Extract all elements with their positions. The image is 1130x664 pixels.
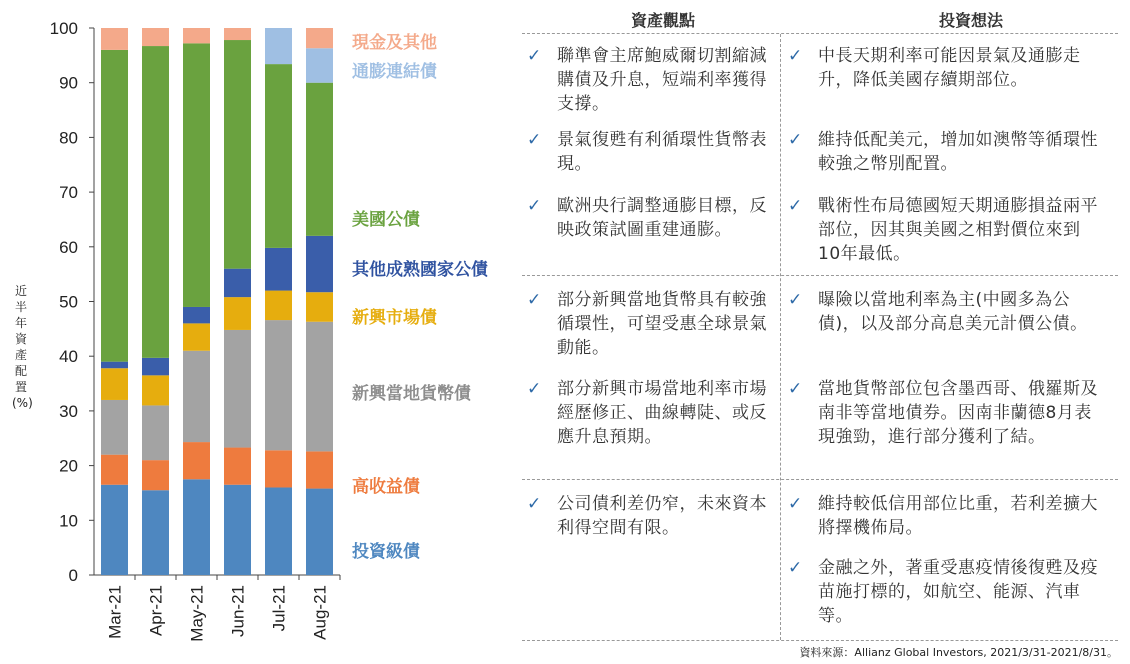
- y-tick-label: 40: [59, 347, 78, 367]
- bar-segment: [183, 43, 210, 307]
- y-axis-label-char: (%): [12, 396, 33, 410]
- table-divider: [522, 479, 1118, 480]
- legend-cash-other: 現金及其他: [352, 33, 437, 53]
- check-icon: ✓: [788, 196, 803, 216]
- bar-segment: [224, 269, 251, 297]
- bar-segment: [306, 28, 333, 48]
- bar-segment: [142, 490, 169, 575]
- bar-segment: [265, 487, 292, 575]
- bar-segment: [265, 291, 292, 321]
- idea-text: 維持較低信用部位比重，若利差擴大將擇機佈局。: [818, 494, 1098, 538]
- bar-segment: [224, 448, 251, 485]
- idea-bullet: [788, 44, 1103, 92]
- bar-segment: [101, 400, 128, 455]
- bar-segment: [142, 460, 169, 490]
- view-bullet: [527, 492, 772, 540]
- bar-segment: [265, 28, 292, 64]
- y-axis-label-char: 置: [14, 380, 27, 394]
- y-axis-label-char: 年: [14, 316, 27, 330]
- header-asset-view: 資產觀點: [630, 11, 695, 30]
- view-bullet: [527, 288, 772, 360]
- bar-segment: [265, 450, 292, 487]
- bar-segment: [142, 46, 169, 358]
- check-icon: ✓: [788, 130, 803, 150]
- y-tick-label: 100: [49, 19, 78, 38]
- check-icon: ✓: [527, 46, 542, 66]
- y-axis-label-char: 配: [14, 364, 27, 378]
- bar-segment: [306, 236, 333, 292]
- bar-segment: [265, 64, 292, 248]
- bar-segment: [142, 358, 169, 376]
- check-icon: ✓: [527, 130, 542, 150]
- legend-developed-govt: 其他成熟國家公債: [352, 260, 488, 280]
- view-text: 聯準會主席鮑威爾切割縮減購債及升息，短端利率獲得支撐。: [557, 46, 767, 114]
- y-axis-label-char: 資: [14, 332, 27, 346]
- bar-segment: [101, 455, 128, 485]
- bar-segment: [306, 292, 333, 322]
- check-icon: ✓: [788, 494, 803, 514]
- view-bullet: [527, 377, 772, 449]
- bar-segment: [224, 297, 251, 330]
- legend-em-local-currency: 新興當地貨幣債: [352, 384, 471, 404]
- legend-em-debt: 新興市場債: [352, 308, 437, 328]
- bar-segment: [224, 485, 251, 575]
- y-axis-label-char: 產: [14, 348, 27, 362]
- y-tick-label: 80: [59, 128, 78, 148]
- bar-segment: [306, 83, 333, 236]
- table-divider: [522, 33, 1118, 34]
- y-tick-label: 60: [59, 237, 78, 257]
- bar-segment: [183, 307, 210, 323]
- idea-text: 當地貨幣部位包含墨西哥、俄羅斯及南非等當地債券。因南非蘭德8月表現強勁，進行部分獲利了結。: [818, 379, 1098, 447]
- view-text: 歐洲央行調整通膨目標，反映政策試圖重建通膨。: [557, 196, 767, 240]
- legend-us-treasury: 美國公債: [352, 210, 420, 230]
- y-tick-label: 20: [59, 456, 78, 476]
- y-tick-label: 0: [68, 566, 78, 585]
- x-tick-label: Apr-21: [146, 585, 166, 637]
- y-tick-label: 90: [59, 73, 78, 93]
- stacked-bar-chart: [0, 0, 350, 664]
- header-investment-idea: 投資想法: [938, 11, 1003, 30]
- table-divider: [522, 640, 1118, 641]
- bar-segment: [306, 489, 333, 575]
- bar-segment: [265, 248, 292, 291]
- idea-bullet: [788, 556, 1103, 628]
- check-icon: ✓: [527, 196, 542, 216]
- idea-text: 戰術性布局德國短天期通膨損益兩平部位，因其與美國之相對價位來到10年最低。: [818, 196, 1098, 264]
- bar-segment: [101, 28, 128, 50]
- view-bullet: [527, 44, 772, 116]
- bar-segment: [183, 323, 210, 350]
- legend-investment-grade: 投資級債: [352, 542, 420, 562]
- source-note: 資料來源：Allianz Global Investors, 2021/3/31-2021/8/31。: [799, 646, 1118, 659]
- idea-bullet: [788, 377, 1103, 449]
- x-tick-label: Jul-21: [269, 585, 289, 632]
- table-divider: [522, 275, 1118, 276]
- x-tick-label: Jun-21: [228, 585, 248, 637]
- bar-segment: [224, 28, 251, 40]
- bar-segment: [101, 50, 128, 362]
- bar-segment: [101, 362, 128, 369]
- view-text: 部分新興當地貨幣具有較強循環性，可望受惠全球景氣動能。: [557, 290, 767, 358]
- x-tick-label: Aug-21: [310, 585, 330, 640]
- view-text: 部分新興市場當地利率市場經歷修正、曲線轉陡、或反應升息預期。: [557, 379, 767, 447]
- idea-bullet: [788, 288, 1103, 336]
- check-icon: ✓: [788, 558, 803, 578]
- view-bullet: [527, 128, 772, 176]
- bar-segment: [224, 40, 251, 269]
- bar-segment: [183, 479, 210, 575]
- idea-text: 中長天期利率可能因景氣及通膨走升，降低美國存續期部位。: [818, 46, 1081, 90]
- bar-segment: [101, 485, 128, 575]
- bar-segment: [306, 48, 333, 82]
- y-tick-label: 10: [59, 511, 78, 531]
- x-tick-label: Mar-21: [105, 585, 125, 639]
- bar-segment: [306, 451, 333, 488]
- legend-high-yield: 高收益債: [352, 477, 420, 497]
- y-tick-label: 50: [59, 292, 78, 312]
- idea-bullet: [788, 492, 1103, 540]
- column-divider: [780, 34, 781, 640]
- check-icon: ✓: [527, 379, 542, 399]
- view-bullet: [527, 194, 772, 242]
- legend-inflation-linked: 通膨連結債: [352, 62, 437, 82]
- view-text: 景氣復甦有利循環性貨幣表現。: [557, 130, 767, 174]
- idea-bullet: [788, 194, 1103, 266]
- bar-segment: [183, 28, 210, 43]
- y-axis-label: [12, 283, 33, 411]
- y-tick-label: 70: [59, 183, 78, 203]
- bar-segment: [306, 322, 333, 452]
- check-icon: ✓: [527, 290, 542, 310]
- y-tick-label: 30: [59, 401, 78, 421]
- check-icon: ✓: [788, 379, 803, 399]
- bar-segment: [101, 368, 128, 400]
- idea-text: 維持低配美元，增加如澳幣等循環性較強之幣別配置。: [818, 130, 1098, 174]
- bar-segment: [142, 375, 169, 405]
- idea-bullet: [788, 128, 1103, 176]
- y-axis-label-char: 近: [14, 284, 27, 298]
- y-axis-label-char: 半: [14, 300, 27, 314]
- check-icon: ✓: [788, 290, 803, 310]
- idea-text: 金融之外，著重受惠疫情後復甦及疫苗施打標的，如航空、能源、汽車等。: [818, 558, 1098, 626]
- bar-segment: [224, 330, 251, 448]
- bar-segment: [142, 405, 169, 460]
- bar-segment: [183, 351, 210, 442]
- bar-segment: [265, 320, 292, 450]
- check-icon: ✓: [527, 494, 542, 514]
- bar-segment: [183, 442, 210, 479]
- view-text: 公司債利差仍窄，未來資本利得空間有限。: [557, 494, 767, 538]
- bar-segment: [142, 28, 169, 46]
- idea-text: 曝險以當地利率為主(中國多為公債)，以及部分高息美元計價公債。: [818, 290, 1088, 334]
- check-icon: ✓: [788, 46, 803, 66]
- x-tick-label: May-21: [187, 585, 207, 642]
